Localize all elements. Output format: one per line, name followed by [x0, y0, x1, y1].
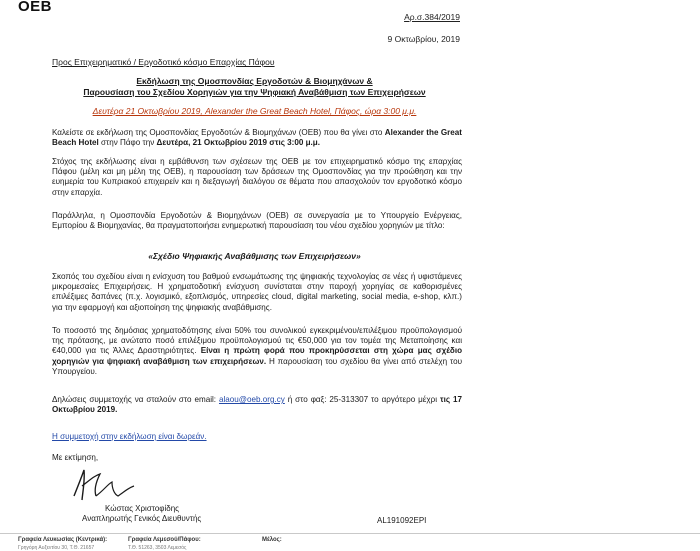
title-line-2: Παρουσίαση του Σχεδίου Χορηγιών για την Ψηφιακή Αναβάθμιση των Επιχειρήσεων — [83, 87, 426, 97]
signer-name: Κώστας Χριστοφίδης — [105, 504, 179, 513]
paragraph-scheme-purpose: Σκοπός του σχεδίου είναι η ενίσχυση του βαθμού ενσωμάτωσης της ψηφιακής τεχνολογίας σε νέες ή υφιστάμενες μικρομεσαίες Επιχειρήσεις. Η χρηματοδοτική ενίσχυση συνίσταται στην παροχή χορηγίας σε καθορισμένες επιλέξιμες δαπάνες (π.χ. λογισμικό, εξοπλισμός, υπηρεσίες cloud, digital marketing, social media, e-shop, κλπ.) για την εφαρμογή και αξιοποίηση της ψηφιακής αναβάθμισης. — [52, 272, 462, 312]
paragraph-objective: Στόχος της εκδήλωσης είναι η εμβάθυνση των σχέσεων της ΟΕΒ με τον επιχειρηματικό κόσμο της επαρχίας Πάφου (μέλη και μη μέλη της ΟΕΒ), η παρουσίαση των δράσεων της Ομοσπονδίας για την προώθηση και την ευημερία του Κυπριακού επιχειρείν και η διεξαγωγή διαλόγου σε θέματα που απασχολούν τον εργοδοτικό κόσμο στην επαρχία. — [52, 157, 462, 197]
title-line-1: Εκδήλωση της Ομοσπονδίας Εργοδοτών & Βιομηχάνων & — [136, 76, 373, 86]
footer-nicosia-office: Γραφεία Λευκωσίας (Κεντρικά): — [18, 537, 108, 543]
venue-name: Alexander the Great Beach Hotel — [52, 128, 463, 148]
paragraph-funding — [52, 326, 462, 377]
free-participation-note: Η συμμετοχή στην εκδήλωση είναι δωρεάν. — [52, 432, 207, 441]
paragraph-invitation — [52, 128, 462, 148]
signer-title: Αναπληρωτής Γενικός Διευθυντής — [82, 514, 202, 523]
event-details: Δευτέρα 21 Οκτωβρίου 2019, Alexander the Great Beach Hotel, Πάφος, ώρα 3:00 μ.μ. — [92, 106, 417, 116]
footer-limassol-office: Γραφεία Λεμεσού/Πάφου: — [128, 537, 201, 543]
first-time-statement: Είναι η πρώτη φορά που προκηρύσσεται στη χώρα μας σχέδιο χορηγιών για ψηφιακή αναβάθμιση των επιχειρήσεων. — [52, 346, 463, 366]
reference-number: Αρ.σ.384/2019 — [404, 12, 460, 22]
footer-member-label: Μέλος: — [262, 537, 282, 543]
footer-limassol-address: Τ.Θ. 51263, 3503 Λεμεσός — [128, 545, 187, 551]
scheme-title: «Σχέδιο Ψηφιακής Αναβάθμισης των Επιχειρήσεων» — [148, 251, 361, 261]
event-datetime: Δευτέρα, 21 Οκτωβρίου 2019 στις 3:00 μ.μ. — [156, 138, 321, 148]
letter-date: 9 Οκτωβρίου, 2019 — [387, 34, 460, 44]
addressee: Προς Επιχειρηματικό / Εργοδοτικό κόσμο Επαρχίας Πάφου — [52, 57, 275, 67]
text-segment: Η παρουσίαση του σχεδίου θα γίνει από στελέχη του Υπουργείου. — [52, 356, 462, 376]
handwritten-signature — [70, 466, 140, 504]
document-code: AL191092EPI — [377, 516, 427, 525]
text-segment: Δηλώσεις συμμετοχής να σταλούν στο email: — [52, 395, 219, 404]
footer-divider — [0, 533, 700, 534]
text-segment: στην Πάφο την — [98, 138, 157, 148]
paragraph-registration — [52, 395, 462, 415]
footer-nicosia-address: Γρηγόρη Αυξεντίου 30, Τ.Θ. 21657 — [18, 545, 95, 551]
email-link[interactable]: alaou@oeb.org.cy — [218, 395, 285, 404]
text-segment: ή στο φαξ: 25-313307 το αργότερο μέχρι — [284, 395, 440, 404]
registration-deadline: τις 17 Οκτωβρίου 2019. — [52, 395, 463, 415]
text-segment: Καλείστε σε εκδήλωση της Ομοσπονδίας Εργοδοτών & Βιομηχάνων (ΟΕΒ) που θα γίνει στο — [52, 128, 385, 137]
text-segment: Το ποσοστό της δημόσιας χρηματοδότησης είναι 50% του συνολικού εγκεκριμένου/επιλέξιμου προϋπολογισμού της πρότασης, με ανώτατο ποσό επιλέξιμου προϋπολογισμού τις €50,000 για τον τομέα της Μεταποίησης και €40,000 για τις Άλλες Δραστηριότητες. — [52, 326, 462, 356]
paragraph-collaboration: Παράλληλα, η Ομοσπονδία Εργοδοτών & Βιομηχάνων (ΟΕΒ) σε συνεργασία με το Υπουργείο Ενέργειας, Εμπορίου & Βιομηχανίας, θα πραγματοποιήσει ενημερωτική παρουσίαση του νέου σχεδίου χορηγιών με τίτλο: — [52, 211, 462, 231]
oeb-logo: ΟΕΒ — [18, 0, 53, 15]
closing-salutation: Με εκτίμηση, — [52, 453, 99, 462]
